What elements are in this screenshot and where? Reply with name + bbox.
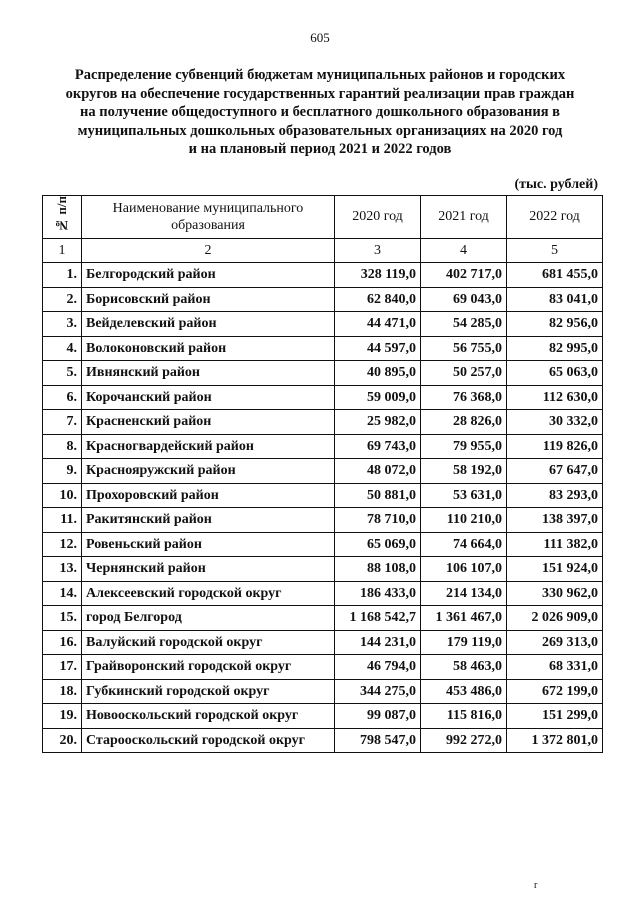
cell-2021: 74 664,0	[421, 532, 507, 557]
table-row	[43, 410, 603, 435]
cell-number: 6.	[43, 385, 82, 410]
table-row	[43, 287, 603, 312]
title-line: на получение общедоступного и бесплатного дошкольного образования в	[79, 104, 561, 120]
cell-2021: 179 119,0	[421, 630, 507, 655]
cell-2020: 59 009,0	[335, 385, 421, 410]
table-row	[43, 459, 603, 484]
cell-2021: 58 192,0	[421, 459, 507, 484]
cell-2022: 330 962,0	[507, 581, 603, 606]
cell-2020: 48 072,0	[335, 459, 421, 484]
cell-2020: 344 275,0	[335, 679, 421, 704]
cell-2020: 65 069,0	[335, 532, 421, 557]
cell-2022: 83 293,0	[507, 483, 603, 508]
table-row	[43, 557, 603, 582]
table-row	[43, 336, 603, 361]
cell-2020: 46 794,0	[335, 655, 421, 680]
cell-municipality: Борисовский район	[82, 287, 335, 312]
cell-2020: 144 231,0	[335, 630, 421, 655]
title-line: Распределение субвенций бюджетам муниципальных районов и городских	[74, 67, 566, 83]
cell-2021: 110 210,0	[421, 508, 507, 533]
table-row	[43, 361, 603, 386]
title-line: муниципальных дошкольных образовательных организациях на 2020 год	[77, 122, 563, 139]
header-2022: 2022 год	[507, 196, 603, 239]
column-number-row	[43, 238, 603, 263]
header-name: Наименование муниципального образования	[82, 196, 335, 239]
scan-mark: r	[534, 880, 538, 891]
cell-2020: 78 710,0	[335, 508, 421, 533]
cell-number: 12.	[43, 532, 82, 557]
cell-municipality: Вейделевский район	[82, 312, 335, 337]
table-row	[43, 508, 603, 533]
table-row	[43, 679, 603, 704]
cell-municipality: Ровеньский район	[82, 532, 335, 557]
column-number: 5	[507, 238, 603, 263]
cell-2022: 151 924,0	[507, 557, 603, 582]
cell-number: 7.	[43, 410, 82, 435]
cell-municipality: Красногвардейский район	[82, 434, 335, 459]
cell-number: 14.	[43, 581, 82, 606]
cell-2021: 79 955,0	[421, 434, 507, 459]
cell-2020: 798 547,0	[335, 728, 421, 753]
cell-municipality: Красненский район	[82, 410, 335, 435]
cell-municipality: Новооскольский городской округ	[82, 704, 335, 729]
table-row	[43, 434, 603, 459]
table-row	[43, 532, 603, 557]
title-line: округов на обеспечение государственных гарантий реализации прав граждан	[65, 85, 575, 102]
cell-municipality: Чернянский район	[82, 557, 335, 582]
cell-municipality: Прохоровский район	[82, 483, 335, 508]
cell-2020: 62 840,0	[335, 287, 421, 312]
table-row	[43, 312, 603, 337]
header-2020: 2020 год	[335, 196, 421, 239]
header-number: № п/п	[43, 196, 82, 239]
column-number: 4	[421, 238, 507, 263]
cell-2022: 269 313,0	[507, 630, 603, 655]
cell-number: 19.	[43, 704, 82, 729]
cell-number: 1.	[43, 263, 82, 288]
cell-2021: 58 463,0	[421, 655, 507, 680]
cell-2022: 82 956,0	[507, 312, 603, 337]
cell-municipality: Валуйский городской округ	[82, 630, 335, 655]
column-number: 2	[82, 238, 335, 263]
cell-number: 8.	[43, 434, 82, 459]
cell-2021: 56 755,0	[421, 336, 507, 361]
cell-2022: 82 995,0	[507, 336, 603, 361]
cell-2022: 151 299,0	[507, 704, 603, 729]
cell-2020: 25 982,0	[335, 410, 421, 435]
cell-number: 11.	[43, 508, 82, 533]
cell-number: 10.	[43, 483, 82, 508]
cell-2021: 50 257,0	[421, 361, 507, 386]
cell-2020: 50 881,0	[335, 483, 421, 508]
cell-2021: 453 486,0	[421, 679, 507, 704]
cell-number: 13.	[43, 557, 82, 582]
cell-2022: 30 332,0	[507, 410, 603, 435]
title-line: и на плановый период 2021 и 2022 годов	[188, 141, 452, 157]
cell-2021: 115 816,0	[421, 704, 507, 729]
cell-municipality: Старооскольский городской округ	[82, 728, 335, 753]
cell-number: 5.	[43, 361, 82, 386]
cell-2020: 328 119,0	[335, 263, 421, 288]
cell-2021: 106 107,0	[421, 557, 507, 582]
cell-2022: 68 331,0	[507, 655, 603, 680]
cell-municipality: Алексеевский городской округ	[82, 581, 335, 606]
cell-number: 4.	[43, 336, 82, 361]
cell-2020: 186 433,0	[335, 581, 421, 606]
cell-2021: 54 285,0	[421, 312, 507, 337]
cell-2020: 99 087,0	[335, 704, 421, 729]
cell-2022: 138 397,0	[507, 508, 603, 533]
table-header-row	[43, 196, 603, 239]
cell-2022: 119 826,0	[507, 434, 603, 459]
cell-municipality: Краснояружский район	[82, 459, 335, 484]
cell-number: 17.	[43, 655, 82, 680]
cell-2022: 65 063,0	[507, 361, 603, 386]
cell-2021: 402 717,0	[421, 263, 507, 288]
cell-number: 3.	[43, 312, 82, 337]
cell-2020: 40 895,0	[335, 361, 421, 386]
cell-2022: 112 630,0	[507, 385, 603, 410]
document-title	[40, 66, 600, 159]
cell-2021: 214 134,0	[421, 581, 507, 606]
cell-2022: 681 455,0	[507, 263, 603, 288]
cell-number: 15.	[43, 606, 82, 631]
column-number: 3	[335, 238, 421, 263]
table-row	[43, 581, 603, 606]
table-body	[43, 263, 603, 753]
cell-number: 20.	[43, 728, 82, 753]
cell-municipality: Волоконовский район	[82, 336, 335, 361]
cell-municipality: Грайворонский городской округ	[82, 655, 335, 680]
table-row	[43, 606, 603, 631]
cell-2021: 53 631,0	[421, 483, 507, 508]
cell-municipality: Ивнянский район	[82, 361, 335, 386]
cell-2020: 88 108,0	[335, 557, 421, 582]
cell-2022: 111 382,0	[507, 532, 603, 557]
cell-2021: 28 826,0	[421, 410, 507, 435]
cell-2021: 1 361 467,0	[421, 606, 507, 631]
cell-2020: 44 471,0	[335, 312, 421, 337]
table-row	[43, 728, 603, 753]
table-row	[43, 704, 603, 729]
table-row	[43, 630, 603, 655]
cell-number: 18.	[43, 679, 82, 704]
cell-2020: 44 597,0	[335, 336, 421, 361]
cell-2021: 76 368,0	[421, 385, 507, 410]
cell-2022: 2 026 909,0	[507, 606, 603, 631]
page-number: 605	[310, 30, 330, 45]
subventions-table	[42, 195, 603, 753]
cell-number: 16.	[43, 630, 82, 655]
cell-2022: 672 199,0	[507, 679, 603, 704]
units-label: (тыс. рублей)	[514, 177, 598, 192]
cell-2022: 67 647,0	[507, 459, 603, 484]
table-row	[43, 385, 603, 410]
table-row	[43, 655, 603, 680]
table-row	[43, 483, 603, 508]
header-2021: 2021 год	[421, 196, 507, 239]
cell-2021: 69 043,0	[421, 287, 507, 312]
cell-2022: 83 041,0	[507, 287, 603, 312]
cell-municipality: Корочанский район	[82, 385, 335, 410]
cell-number: 2.	[43, 287, 82, 312]
cell-municipality: город Белгород	[82, 606, 335, 631]
cell-municipality: Ракитянский район	[82, 508, 335, 533]
cell-2020: 1 168 542,7	[335, 606, 421, 631]
column-number: 1	[43, 238, 82, 263]
table-row	[43, 263, 603, 288]
cell-2022: 1 372 801,0	[507, 728, 603, 753]
cell-municipality: Белгородский район	[82, 263, 335, 288]
cell-number: 9.	[43, 459, 82, 484]
cell-2020: 69 743,0	[335, 434, 421, 459]
cell-municipality: Губкинский городской округ	[82, 679, 335, 704]
cell-2021: 992 272,0	[421, 728, 507, 753]
